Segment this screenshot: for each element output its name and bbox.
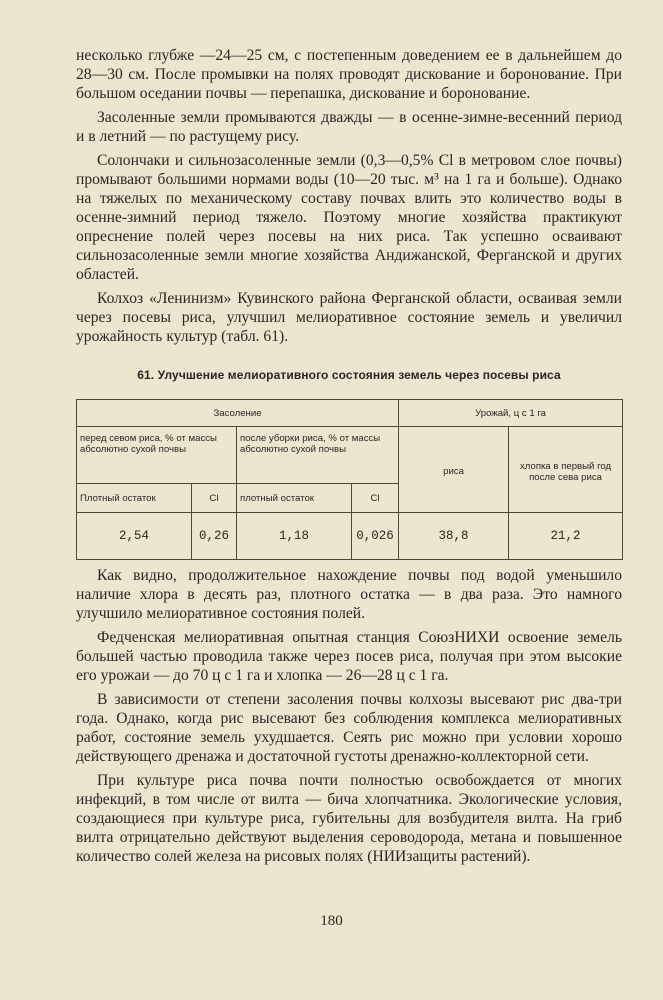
text-block-top (76, 46, 622, 351)
page-number: 180 (320, 913, 343, 929)
header-salinity: Засоление (77, 400, 399, 427)
col-cl-before: Cl (192, 484, 237, 513)
paragraph: Засоленные земли промываются дважды — в осенне-зимне-весенний период и в летний — по растущему рису. (76, 109, 622, 145)
paragraph: Федченская мелиоративная опытная станция СоюзНИХИ освоение земель большей частью проводила также через посев риса, получая при этом высокие его урожаи — до 70 ц с 1 га и хлопка — 26—28 ц с 1 га. (76, 629, 622, 684)
col-dense-residue-after: плотный остаток (237, 484, 352, 513)
value-dense-after: 1,18 (237, 513, 352, 560)
header-cotton: хлопка в первый год после сева риса (509, 427, 623, 513)
table-row (77, 513, 623, 560)
col-dense-residue-before: Плотный остаток (77, 484, 192, 513)
data-table (76, 399, 623, 560)
table-header-row (77, 400, 623, 427)
value-cl-before: 0,26 (192, 513, 237, 560)
header-yield: Урожай, ц с 1 га (399, 400, 623, 427)
col-cl-after: Cl (352, 484, 399, 513)
header-after-harvest: после уборки риса, % от массы абсолютно сухой почвы (237, 427, 399, 484)
paragraph: Солончаки и сильнозасоленные земли (0,3—0,5% Cl в метровом слое почвы) промывают большими нормами воды (10—20 тыс. м³ на 1 га и больше). Однако на тяжелых по механическому составу почвах влить это количество воды в осенне-зимний период тяжело. Поэтому многие хозяйства практикуют опреснение полей через посевы на них риса. Так успешно осваивают сильнозасоленные земли многие хозяйства Андижанской, Ферганской и других областей. (76, 152, 622, 283)
header-before-sowing: перед севом риса, % от массы абсолютно сухой почвы (77, 427, 237, 484)
value-rice-yield: 38,8 (399, 513, 509, 560)
header-rice: риса (399, 427, 509, 513)
paragraph: Как видно, продолжительное нахождение почвы под водой уменьшило наличие хлора в десять раз, плотного остатка — в два раза. Это намного улучшило мелиоративное состояния полей. (76, 567, 622, 622)
value-dense-before: 2,54 (77, 513, 192, 560)
paragraph: несколько глубже —24—25 см, с постепенным доведением ее в дальнейшем до 28—30 см. После промывки на полях проводят дискование и боронование. При большом оседании почвы — перепашка, дискование и боронование. (76, 47, 622, 102)
paragraph: При культуре риса почва почти полностью освобождается от многих инфекций, в том числе от вилта — бича хлопчатника. Экологические условия, создающиеся при культуре риса, губительны для возбудителя вилта. На гриб вилта отрицательно действуют выделения сероводорода, метана и повышенное количество солей железа на рисовых полях (НИИзащиты растений). (76, 772, 622, 865)
value-cl-after: 0,026 (352, 513, 399, 560)
value-cotton-yield: 21,2 (509, 513, 623, 560)
table-subheader-row (77, 427, 623, 484)
text-block-bottom (76, 566, 622, 871)
paragraph: В зависимости от степени засоления почвы колхозы высевают рис два-три года. Однако, когда рис высевают без соблюдения комплекса мелиоративных работ, состояние земель ухудшается. Сеять рис можно при условии хорошо действующего дренажа и достаточной густоты дренажно-коллекторной сети. (76, 691, 622, 765)
table-caption: 61. Улучшение мелиоративного состояния земель через посевы риса (137, 368, 561, 382)
paragraph: Колхоз «Ленинизм» Кувинского района Ферганской области, осваивая земли через посевы риса, улучшил мелиоративное состояние земель и увеличил урожайность культур (табл. 61). (76, 290, 622, 345)
